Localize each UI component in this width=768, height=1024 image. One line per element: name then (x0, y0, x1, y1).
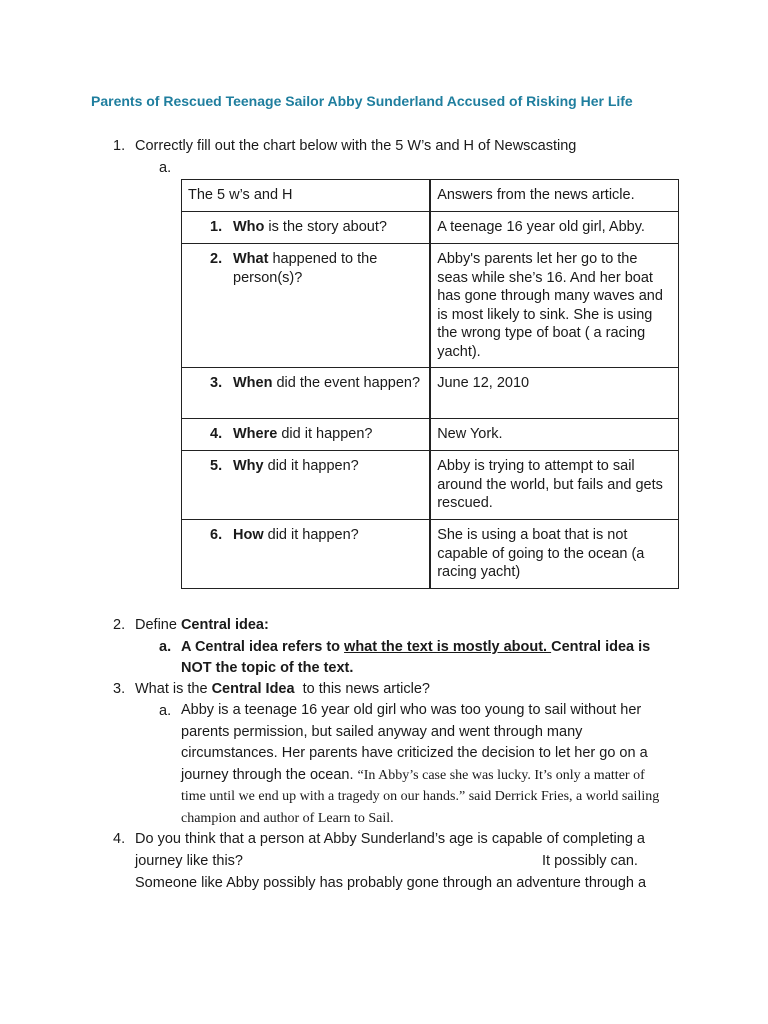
answer-cell: Abby's parents let her go to the seas while she’s 16. And her boat has gone through many waves and is most likely to sink. She is using the wrong type of boat ( a racing yacht). (430, 244, 678, 368)
q2-answer-line1 (181, 637, 650, 657)
question-key: Why (233, 458, 264, 474)
q2-answer-line2: NOT the topic of the text. (181, 660, 354, 676)
q3-number: 3. (113, 681, 126, 697)
question-cell (182, 419, 431, 451)
question-text: did it happen? (263, 458, 359, 474)
q2-sub-label: a. (159, 639, 172, 655)
five-ws-table (181, 179, 679, 589)
page-title: Parents of Rescued Teenage Sailor Abby Sunderland Accused of Risking Her Life (91, 93, 633, 109)
question-key: When (233, 375, 273, 391)
q1-text: Correctly fill out the chart below with the 5 W’s and H of Newscasting (135, 138, 577, 154)
question-number: 3. (210, 375, 223, 391)
q1-number: 1. (113, 138, 126, 154)
table-row (182, 244, 679, 368)
q3-answer-line: circumstances. Her parents have criticized the decision to let her go on a (181, 745, 648, 761)
question-key: What (233, 251, 269, 267)
q3-sub-label: a. (159, 703, 172, 719)
answer-cell: Abby is trying to attempt to sail around the world, but fails and gets rescued. (430, 451, 678, 520)
q2-number: 2. (113, 617, 126, 633)
quote-line: time until we end up with a tragedy on our hands.” said Derrick Fries, a world sailing (181, 789, 660, 804)
table-header-left: The 5 w’s and H (182, 180, 431, 212)
question-cell (182, 451, 431, 520)
q3-prompt (135, 679, 430, 699)
question-text: did it happen? (263, 527, 359, 543)
question-text: happened to the person(s)? (233, 251, 378, 286)
q3-prefix: What is the (135, 681, 212, 697)
q2-term: Central idea: (180, 617, 269, 633)
q1-sub-label: a. (159, 160, 172, 176)
question-key: How (233, 527, 264, 543)
question-key: Who (233, 219, 265, 235)
table-row (182, 368, 679, 419)
quote-start: “In Abby’s case she was lucky. It’s only a matter of (357, 767, 645, 783)
table-header-row (182, 180, 679, 212)
q4-number: 4. (113, 831, 126, 847)
q3-answer-line: parents permission, but sailed anyway and went through many (181, 723, 583, 740)
answer-cell: A teenage 16 year old girl, Abby. (430, 212, 678, 244)
question-key: Where (233, 426, 278, 442)
q4-line3: Someone like Abby possibly has probably gone through an adventure through a (135, 875, 647, 891)
answer-cell: She is using a boat that is not capable of going to the ocean (a racing yacht) (430, 520, 678, 589)
question-cell (182, 212, 431, 244)
answer-cell: June 12, 2010 (430, 368, 678, 419)
q2-prefix: Define (135, 617, 181, 633)
table-row (182, 212, 679, 244)
question-text: did the event happen? (272, 375, 421, 391)
q2-prompt (135, 615, 269, 635)
question-cell (182, 368, 431, 419)
q4-line1: Do you think that a person at Abby Sunderland’s age is capable of completing a (135, 831, 645, 847)
q3-suffix: to this news article? (294, 681, 430, 697)
q3-term: Central Idea (211, 681, 295, 697)
q2-answer-part1: A Central idea refers to (181, 639, 345, 655)
question-number: 6. (210, 527, 223, 543)
question-number: 4. (210, 426, 223, 442)
q3-answer (181, 700, 681, 829)
q3-answer-line (181, 765, 681, 787)
q2-answer-part2: Central idea is (551, 639, 651, 655)
q3-answer-line: Abby is a teenage 16 year old girl who was too young to sail without her (181, 702, 642, 718)
question-text: is the story about? (264, 219, 387, 235)
q3-answer-line4-text: journey through the ocean. (181, 766, 358, 783)
q4-line2-left: journey like this? (135, 853, 243, 869)
question-text: did it happen? (277, 426, 373, 442)
table-row (182, 419, 679, 451)
table-row (182, 520, 679, 589)
question-number: 2. (210, 251, 223, 267)
q2-answer-underlined: what the text is mostly about. (344, 639, 552, 655)
question-cell (182, 520, 431, 589)
table-row (182, 451, 679, 520)
question-number: 1. (210, 219, 223, 235)
quote-line: champion and author of Learn to Sail. (181, 810, 394, 826)
q4-line2-right: It possibly can. (542, 853, 638, 869)
question-cell (182, 244, 431, 368)
table-header-right: Answers from the news article. (430, 180, 678, 212)
answer-cell: New York. (430, 419, 678, 451)
question-number: 5. (210, 458, 223, 474)
